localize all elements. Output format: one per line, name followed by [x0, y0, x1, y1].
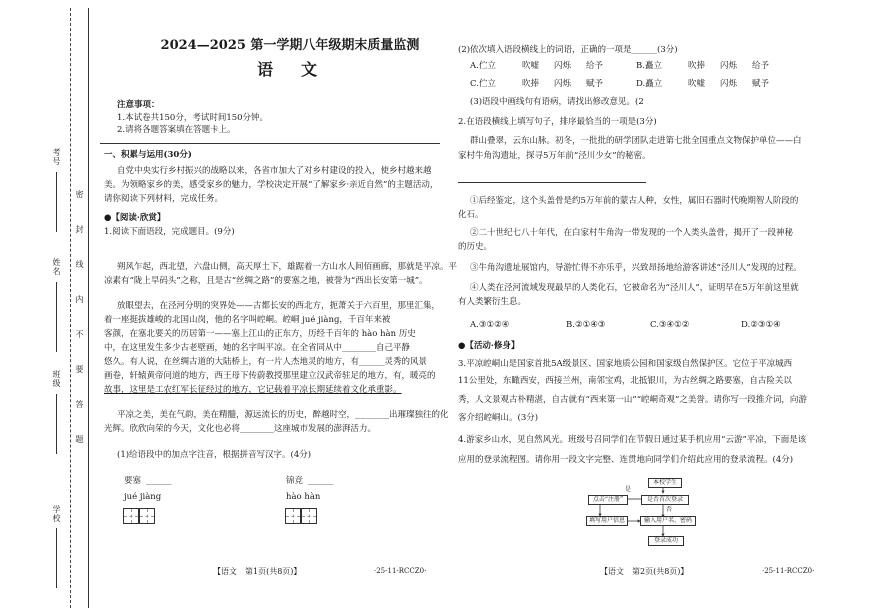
option-a-word: A.伫立: [470, 61, 496, 71]
page-code: ·25-11-RCCZ0·: [762, 567, 815, 575]
subsection-heading: ●【活动·修身】: [458, 341, 520, 351]
q2-item: 的历史。: [458, 242, 493, 252]
page-footer: 【语文 第2页(共8页)】: [600, 567, 689, 576]
option-word: 吹嘘: [688, 79, 706, 89]
flow-success: 登录成功: [648, 536, 684, 546]
seal-word: 题: [75, 435, 84, 444]
q2-item: ④人类在泾河流域发现最早的人类化石，它被命名为“泾川人”，证明早在5万年前这里就: [470, 283, 799, 293]
question-2: 2.在语段横线上填写句子，排序最恰当的一项是(3分): [458, 117, 657, 127]
option-word: 闪烁: [720, 79, 738, 89]
notice-heading: 注意事项：: [117, 100, 160, 110]
question-3-line: 秀，人文景观古朴精湛，自古就有“西来第一山”“崆峒奇观”之美誉。请你写一段推介词，向游: [458, 395, 807, 405]
flow-no-label: 否: [666, 506, 673, 513]
school-field: [56, 528, 57, 588]
passage-line: 客颜，在塞北要关的历居第一——塞上江山的正东方，历经千百年的 hào hàn 历史: [104, 329, 416, 339]
question-4-line: 4.游家乡山水，见自然风光。班级号召同学们在节假日通过某手机应用“云游”平凉，下面是该: [458, 435, 807, 445]
q2-item: ①后经鉴定，这个头盖骨是约5万年前的蒙古人种，女性，属旧石器时代晚期智人阶段的: [470, 196, 799, 206]
section-heading: 一、积累与运用(30分): [104, 150, 192, 160]
binding-line-2: [88, 8, 89, 608]
notice-item: 2.请将各题答案填在答题卡上。: [117, 125, 236, 135]
class-label: 班级: [52, 370, 61, 388]
intro-line: 请你阅读下列材料，完成任务。: [104, 194, 224, 204]
option-row: [470, 79, 830, 90]
option-row: [470, 61, 830, 72]
answer-box[interactable]: [139, 508, 155, 524]
passage-line: 悠久。有人说，在丝绸古道的大陆桥上，有一片人杰地灵的地方，有______灵秀的风景: [104, 357, 428, 367]
passage-line: 中，在这里发生多少古老壁画，她的名字叫平凉。在全省同从中________自己平静: [104, 343, 411, 353]
seal-word: 答: [75, 400, 84, 409]
passage-line: 光辉。欣欣向荣的今天，文化也必将________这座城市发展的澎湃活力。: [104, 424, 377, 434]
passage-line: 凉素有“陇上旱码头”之称，且是古“丝绸之路”的要塞之地，被誉为“西出长安第一城”。: [104, 276, 428, 286]
q2-passage-line: 群山叠翠，云东山脉。初冬，一批批的研学团队走进第七批全国重点文物保护单位——白: [470, 136, 802, 146]
option-word: 吹捧: [522, 79, 540, 89]
seal-word: 封: [75, 225, 84, 234]
option-word: 吹嘘: [522, 61, 540, 71]
seal-word: 密: [75, 190, 84, 199]
q2-option: B.②①④③: [566, 320, 606, 330]
flow-input: 输入用户名、密码: [640, 516, 696, 526]
q2-option: C.③④①②: [650, 320, 690, 330]
name-field: [56, 282, 57, 352]
class-field: [56, 394, 57, 454]
q2-option: D.②③①④: [741, 320, 781, 330]
question-3-line: 3.平凉崆峒山是国家首批5A级景区、国家地质公园和国家级自然保护区。它位于平凉城西: [458, 359, 793, 369]
item-pinyin: jué jiàng: [124, 492, 162, 502]
option-word: 赋予: [586, 79, 604, 89]
item-word: 锦竞: [286, 476, 304, 486]
passage-line: 平凉之美，美在气韵，美在精髓，源远流长的历史，醉越时空，________出璀璨独往的化: [117, 410, 449, 420]
option-c-word: C.伫立: [470, 79, 496, 89]
option-word: 给予: [586, 61, 604, 71]
flow-yes-label: 是: [625, 486, 632, 493]
page-code: ·25-11-RCCZ0·: [374, 567, 427, 575]
exam-no-field: [56, 172, 57, 232]
passage-line: 朔风乍起，西北望，六盘山侧，高天厚土下，雄踞着一方山水人间佰画廊，那就是平凉。平: [117, 262, 458, 272]
item-word: 要塞: [124, 476, 142, 486]
q2-passage-line: 家村牛角沟遗址，探寻5万年前“泾川少女”的秘密。: [458, 151, 651, 161]
page-footer: 【语文 第1页(共8页)】: [213, 567, 302, 576]
option-b-word: B.矗立: [636, 61, 662, 71]
answer-box[interactable]: [301, 508, 317, 524]
q2-item: 化石。: [458, 210, 484, 220]
question-1: 1.阅读下面语段，完成题目。(9分): [104, 227, 235, 237]
option-word: 闪烁: [720, 61, 738, 71]
option-word: 闪烁: [554, 61, 572, 71]
name-label: 姓名: [52, 258, 61, 276]
item-pinyin: hào hàn: [286, 492, 321, 502]
school-label: 学校: [52, 505, 61, 523]
q2-option: A.③①②④: [470, 320, 510, 330]
flow-check: 是否首次登录: [641, 495, 689, 505]
answer-line: [458, 182, 646, 183]
seal-word: 要: [75, 365, 84, 374]
q2-item: ②二十世纪七八十年代，在白家村牛角沟一带发现的一个人类头盖骨，揭开了一段神秘: [470, 228, 794, 238]
option-word: 给予: [752, 61, 770, 71]
question-4-line: 应用的登录流程图。请你用一段文字完整、连贯地向同学们介绍此应用的登录流程。(4分): [458, 455, 794, 465]
answer-box[interactable]: [285, 508, 301, 524]
seal-word: 线: [75, 260, 84, 269]
exam-title: 2024—2025 第一学期八年级期末质量监测: [160, 38, 420, 53]
flow-fill-info: 填写用户信息: [586, 516, 628, 526]
intro-line: 自党中央实行乡村振兴的战略以来，各省市加大了对乡村建设的投入，使乡村越来越: [117, 166, 432, 176]
passage-line: 着一座挺拔雄峻的北国山岗，他的名字叫崆峒。崆峒 jué jiàng，千百年来被: [104, 315, 391, 325]
seal-word: 内: [75, 295, 84, 304]
item-blank: ______: [308, 476, 334, 486]
option-word: 吹捧: [688, 61, 706, 71]
exam-no-label: 考号: [52, 148, 61, 166]
flow-start: 本校学生: [648, 478, 682, 488]
seal-word: 不: [75, 330, 84, 339]
subject-title: 语 文: [256, 60, 323, 79]
q2-item: 有人类繁衍生息。: [458, 297, 527, 307]
option-word: 闪烁: [554, 79, 572, 89]
passage-line-underlined: 故事，这里是工农红军长征经过的地方，它记载着平凉长期延续着文化承重影。: [104, 385, 402, 395]
flow-register: 点击“注册”: [588, 495, 628, 505]
question-1-1: (1)给语段中的加点字注音，根据拼音写汉字。(4分): [117, 450, 312, 460]
question-3-line: 11公里处，东瞰西安，西接兰州，南邻宝鸡，北抵银川，为古丝绸之路要塞，自古险关以: [458, 376, 792, 386]
option-word: 赋予: [752, 79, 770, 89]
item-blank: ______: [146, 476, 172, 486]
passage-line: 放眼望去，在泾河分明的突界处——古都长安的西北方，扼萧关于六百里，那里汇集，: [117, 301, 441, 311]
q2-item: ③牛角沟遗址展馆内，导游忙得不亦乐乎，兴致昂扬地给游客讲述“泾川人”发现的过程。: [470, 263, 802, 273]
notice-divider: [100, 143, 440, 144]
subsection-heading: ●【阅读·欣赏】: [104, 213, 166, 223]
passage-line: 画卷，轩辕黄帝问道的地方，西王母下传蔚教授那里建立汉武帝驻足的地方，有，暖亮的: [104, 371, 436, 381]
question-1-2: (2)依次填入语段横线上的词语，正确的一项是______(3分): [458, 45, 678, 55]
option-d-word: D.矗立: [636, 79, 663, 89]
intro-line: 美。为领略家乡的美，感受家乡的魅力，学校决定开展“了解家乡·亲近自然”的主题活动，: [104, 180, 439, 190]
question-3-line: 客介绍崆峒山。(3分): [458, 413, 539, 423]
question-1-3: (3)语段中画线句有语病，请找出修改意见。(2: [470, 97, 644, 107]
notice-item: 1.本试卷共150分，考试时间150分钟。: [117, 113, 269, 123]
binding-line: [70, 8, 71, 608]
answer-box[interactable]: [123, 508, 139, 524]
